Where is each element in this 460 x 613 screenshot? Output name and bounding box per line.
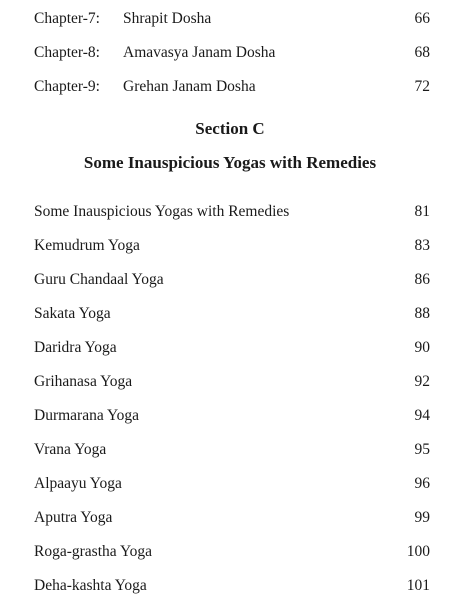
page-number: 83 (414, 237, 430, 254)
toc-chapter-row (34, 41, 430, 65)
toc-entry-row (34, 234, 430, 258)
page-number: 99 (414, 509, 430, 526)
page-number: 86 (414, 271, 430, 288)
entry-title: Vrana Yoga (34, 441, 107, 458)
toc-entry-row (34, 302, 430, 326)
page-number: 90 (414, 339, 430, 356)
section-subheading: Some Inauspicious Yogas with Remedies (83, 153, 377, 172)
entry-title: Durmarana Yoga (34, 407, 140, 424)
toc-chapter-row (34, 75, 430, 99)
toc-entry-row (34, 574, 430, 598)
chapter-title: Grehan Janam Dosha (123, 78, 256, 95)
toc-entry-row (34, 200, 430, 224)
toc-entry-row (34, 472, 430, 496)
toc-entry-row (34, 404, 430, 428)
entry-title: Aputra Yoga (34, 509, 113, 526)
entry-title: Grihanasa Yoga (34, 373, 133, 390)
page-number: 81 (414, 203, 430, 220)
toc-entry-row (34, 268, 430, 292)
page-number: 101 (406, 577, 430, 594)
page-number: 66 (414, 10, 430, 27)
entry-title: Deha-kashta Yoga (34, 577, 147, 594)
toc-chapter-row (34, 7, 430, 31)
section-heading: Section C (195, 119, 265, 138)
page-number: 68 (414, 44, 430, 61)
entry-title: Some Inauspicious Yogas with Remedies (34, 203, 290, 220)
page-number: 100 (406, 543, 430, 560)
chapter-title: Amavasya Janam Dosha (123, 44, 276, 61)
page-number: 88 (414, 305, 430, 322)
chapter-title: Shrapit Dosha (123, 10, 212, 27)
page-number: 72 (414, 78, 430, 95)
toc-entry-row (34, 336, 430, 360)
chapter-label: Chapter-8: (34, 44, 100, 61)
toc-entry-row (34, 540, 430, 564)
toc-entry-row (34, 370, 430, 394)
page-number: 92 (414, 373, 430, 390)
entry-title: Kemudrum Yoga (34, 237, 140, 254)
toc-entry-row (34, 506, 430, 530)
entry-title: Alpaayu Yoga (34, 475, 122, 492)
page-number: 95 (414, 441, 430, 458)
entry-title: Guru Chandaal Yoga (34, 271, 164, 288)
entry-title: Daridra Yoga (34, 339, 117, 356)
toc-entry-row (34, 438, 430, 462)
entry-title: Roga-grastha Yoga (34, 543, 152, 560)
page-number: 94 (414, 407, 430, 424)
page-number: 96 (414, 475, 430, 492)
chapter-label: Chapter-9: (34, 78, 100, 95)
entry-title: Sakata Yoga (34, 305, 111, 322)
chapter-label: Chapter-7: (34, 10, 100, 27)
